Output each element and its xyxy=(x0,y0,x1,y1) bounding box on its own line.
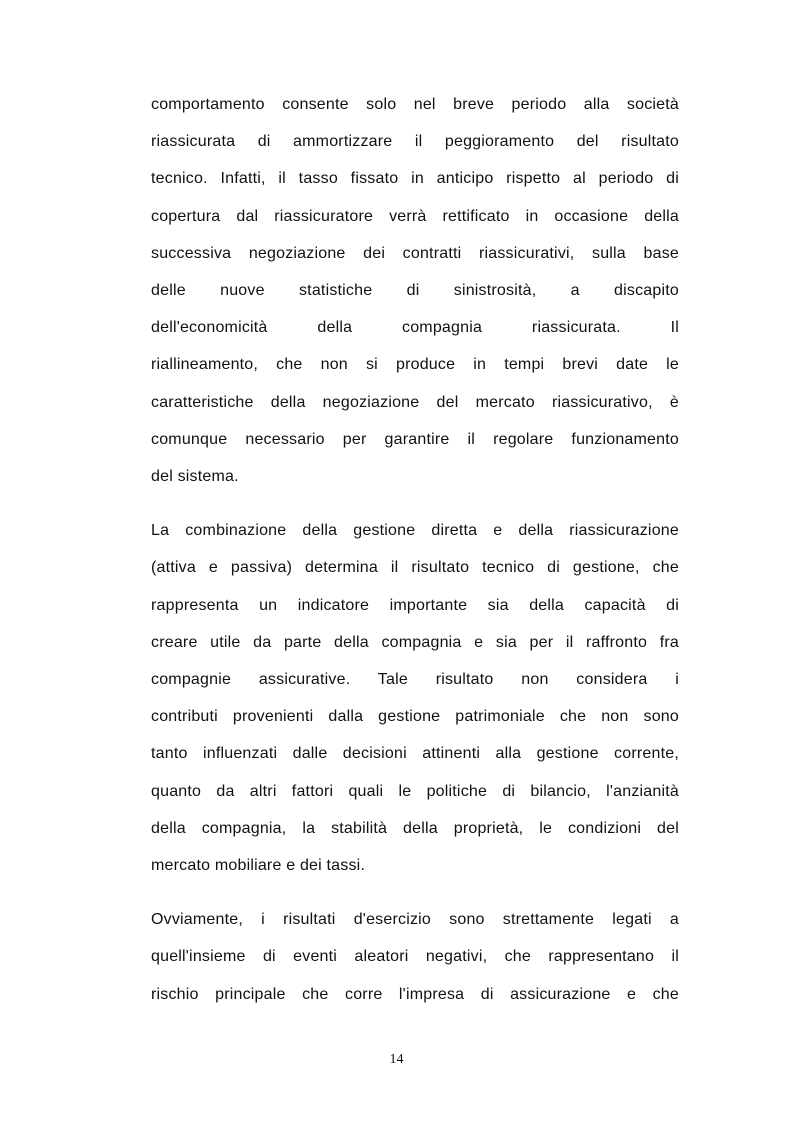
text-line: compagnie assicurative. Tale risultato non considera i xyxy=(151,671,679,688)
text-line: rischio principale che corre l'impresa di assicurazione e che xyxy=(151,985,679,1003)
text-line: della compagnia, la stabilità della proprietà, le condizioni del xyxy=(151,819,679,837)
text-line: comunque necessario per garantire il regolare funzionamento xyxy=(151,430,679,448)
text-line: La combinazione della gestione diretta e della riassicurazione xyxy=(151,522,679,540)
text-line: mercato mobiliare e dei tassi. xyxy=(151,857,366,874)
page-number: 14 xyxy=(389,1052,404,1067)
text-line: delle nuove statistiche di sinistrosità, a discapito xyxy=(151,282,679,299)
text-line: creare utile da parte della compagnia e sia per il raffronto fra xyxy=(151,633,679,651)
text-line: del sistema. xyxy=(151,468,239,485)
text-line: tanto influenzati dalle decisioni attinenti alla gestione corrente, xyxy=(151,745,679,763)
text-line: riassicurata di ammortizzare il peggioramento del risultato xyxy=(151,133,679,151)
text-line: rappresenta un indicatore importante sia della capacità di xyxy=(151,596,679,614)
text-line: successiva negoziazione dei contratti riassicurativi, sulla base xyxy=(151,244,679,262)
text-line: caratteristiche della negoziazione del mercato riassicurativo, è xyxy=(151,393,679,411)
text-line: Ovviamente, i risultati d'esercizio sono strettamente legati a xyxy=(151,911,679,929)
text-line: quell'insieme di eventi aleatori negativi, che rappresentano il xyxy=(151,948,679,966)
text-line: comportamento consente solo nel breve periodo alla società xyxy=(151,96,679,113)
text-line: contributi provenienti dalla gestione patrimoniale che non sono xyxy=(151,708,679,726)
text-line: copertura dal riassicuratore verrà rettificato in occasione della xyxy=(151,207,679,225)
text-line: (attiva e passiva) determina il risultato tecnico di gestione, che xyxy=(151,559,679,577)
text-line: tecnico. Infatti, il tasso fissato in anticipo rispetto al periodo di xyxy=(151,170,679,188)
text-line: quanto da altri fattori quali le politiche di bilancio, l'anzianità xyxy=(151,782,679,800)
text-line: dell'economicità della compagnia riassicurata. Il xyxy=(151,319,679,337)
text-line: riallineamento, che non si produce in tempi brevi date le xyxy=(151,356,679,374)
